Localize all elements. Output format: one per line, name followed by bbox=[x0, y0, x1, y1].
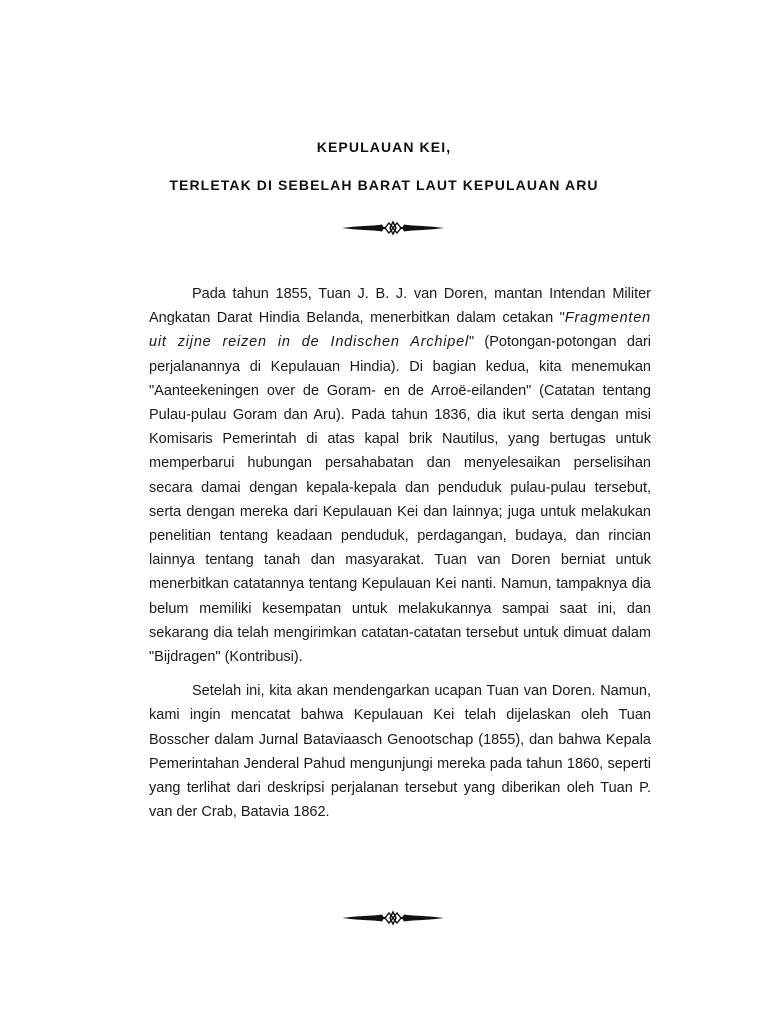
ornamental-divider-icon bbox=[340, 909, 446, 927]
paragraph-1-body: " (Potongan-potongan dari perjalanannya di Kepulauan Hindia). Di bagian kedua, kita menemukan "Aanteekeningen over de Goram- en de Arroë-eilanden" (Catatan tentang Pulau-pulau Goram dan Aru). Pada tahun 1836, dia ikut serta dengan misi Komisaris Pemerintah di atas kapal brik Nautilus, yang bertugas untuk memperbarui hubungan persahabatan dan menyelesaikan perselisihan secara damai dengan kepala-kepala dan penduduk pulau-pulau tersebut, serta dengan mereka dari Kepulauan Kei dan lainnya; juga untuk melakukan penelitian tentang keadaan penduduk, perdagangan, budaya, dan rincian lainnya tentang tanah dan masyarakat. Tuan van Doren berniat untuk menerbitkan catatannya tentang Kepulauan Kei nanti. Namun, tampaknya dia belum memiliki kesempatan untuk melakukannya sampai saat ini, dan sekarang dia telah mengirimkan catatan-catatan tersebut untuk dimuat dalam "Bijdragen" (Kontribusi). bbox=[149, 334, 651, 666]
paragraph-1-intro: Pada tahun 1855, Tuan J. B. J. van Doren, mantan Intendan Militer Angkatan Darat Hindia Belanda, menerbitkan dalam cetakan " bbox=[149, 286, 651, 327]
paragraph-2: Setelah ini, kita akan mendengarkan ucapan Tuan van Doren. Namun, kami ingin mencatat bahwa Kepulauan Kei telah dijelaskan oleh Tuan Bosscher dalam Jurnal Bataviaasch Genootschap (1855), dan bahwa Kepala Pemerintahan Jenderal Pahud mengunjungi mereka pada tahun 1860, seperti yang terlihat dari deskripsi perjalanan tersebut yang diberikan oleh Tuan P. van der Crab, Batavia 1862. bbox=[149, 683, 651, 821]
book-title: Fragmenten uit zijne reizen in de Indischen Archipel bbox=[149, 310, 651, 351]
page-subtitle: TERLETAK DI SEBELAH BARAT LAUT KEPULAUAN ARU bbox=[169, 177, 599, 193]
page-title: KEPULAUAN KEI, bbox=[316, 139, 452, 155]
paragraph-1 bbox=[149, 282, 651, 669]
ornamental-divider-icon bbox=[340, 219, 446, 237]
body-text bbox=[149, 282, 651, 824]
